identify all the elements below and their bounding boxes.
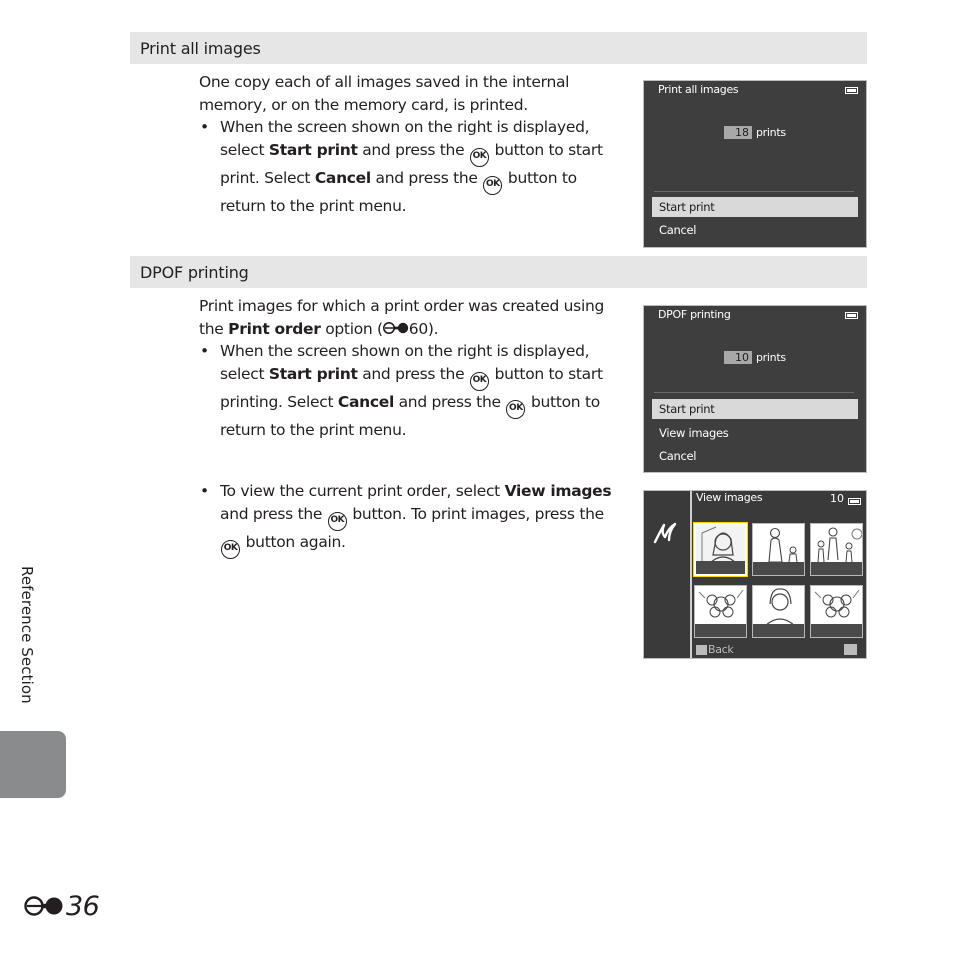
reference-section-icon	[383, 321, 409, 335]
image-count: 10	[830, 492, 844, 505]
view-images-screen	[643, 490, 867, 659]
side-section-label: Reference Section	[18, 566, 36, 704]
ok-button-icon: OK	[221, 540, 240, 559]
battery-icon	[848, 498, 861, 505]
battery-icon	[845, 312, 858, 319]
thumbnail-image[interactable]	[752, 523, 805, 576]
reference-section-icon	[24, 895, 64, 917]
menu-item-start-print[interactable]: Start print	[652, 399, 858, 419]
pictbridge-icon	[653, 522, 679, 544]
section-heading-dpof	[130, 256, 867, 288]
section-tab	[0, 731, 66, 798]
menu-item-start-print[interactable]: Start print	[652, 197, 858, 217]
screen-title: Print all images	[658, 83, 739, 96]
menu-item-cancel[interactable]: Cancel	[659, 449, 697, 463]
flower-photo-icon	[695, 586, 747, 626]
print-all-screen	[643, 80, 867, 248]
section-heading-print-all	[130, 32, 867, 64]
thumbnail-image[interactable]	[694, 585, 747, 638]
zoom-icon	[844, 644, 857, 655]
family-photo-icon	[811, 524, 863, 564]
print-all-text	[199, 71, 614, 217]
ok-button-icon: OK	[470, 372, 489, 391]
page-number-text: 36	[66, 890, 100, 922]
ok-button-icon: OK	[483, 176, 502, 195]
flower-photo-icon	[811, 586, 863, 626]
back-button-icon	[696, 645, 707, 655]
thumbnail-panel	[690, 491, 866, 658]
prints-label: prints	[756, 351, 786, 364]
battery-icon	[845, 87, 858, 94]
ok-button-icon: OK	[328, 512, 347, 531]
dpof-paragraph: Print images for which a print order was created using the Print order option ( 60).	[199, 297, 605, 338]
section-heading-text: Print all images	[140, 39, 261, 58]
menu-item-cancel[interactable]: Cancel	[659, 223, 697, 237]
thumbnail-image[interactable]	[752, 585, 805, 638]
ok-button-icon: OK	[506, 400, 525, 419]
prints-label: prints	[756, 126, 786, 139]
thumbnail-image[interactable]	[810, 585, 863, 638]
menu-item-view-images[interactable]: View images	[659, 426, 729, 440]
dpof-bullet: • When the screen shown on the right is displayed, select Start print and press the OK button to start printing. Select Cancel and press the OK button to return to the print menu.	[200, 342, 603, 439]
portrait-photo-icon	[696, 525, 747, 565]
print-all-bullet: • When the screen shown on the right is displayed, select Start print and press the OK button to start print. Select Cancel and press the OK button to return to the print menu.	[200, 118, 603, 215]
thumbnail-image[interactable]	[694, 523, 747, 576]
ok-button-icon: OK	[470, 148, 489, 167]
page-number	[24, 886, 99, 926]
woman-photo-icon	[753, 524, 805, 564]
view-images-bullet: • To view the current print order, select View images and press the OK button. To print images, press the OK button again.	[199, 480, 614, 559]
dpof-text	[199, 295, 614, 441]
print-count: 18	[724, 126, 752, 139]
print-count: 10	[724, 351, 752, 364]
screen-title: DPOF printing	[658, 308, 731, 321]
view-images-text	[199, 480, 614, 559]
thumbnail-image[interactable]	[810, 523, 863, 576]
back-label: Back	[708, 643, 734, 656]
screen-title: View images	[696, 491, 763, 504]
pictbridge-panel	[644, 491, 690, 658]
dpof-screen	[643, 305, 867, 473]
portrait-photo-icon	[753, 586, 805, 626]
print-all-paragraph: One copy each of all images saved in the internal memory, or on the memory card, is printed.	[199, 73, 570, 114]
section-heading-text: DPOF printing	[140, 263, 249, 282]
